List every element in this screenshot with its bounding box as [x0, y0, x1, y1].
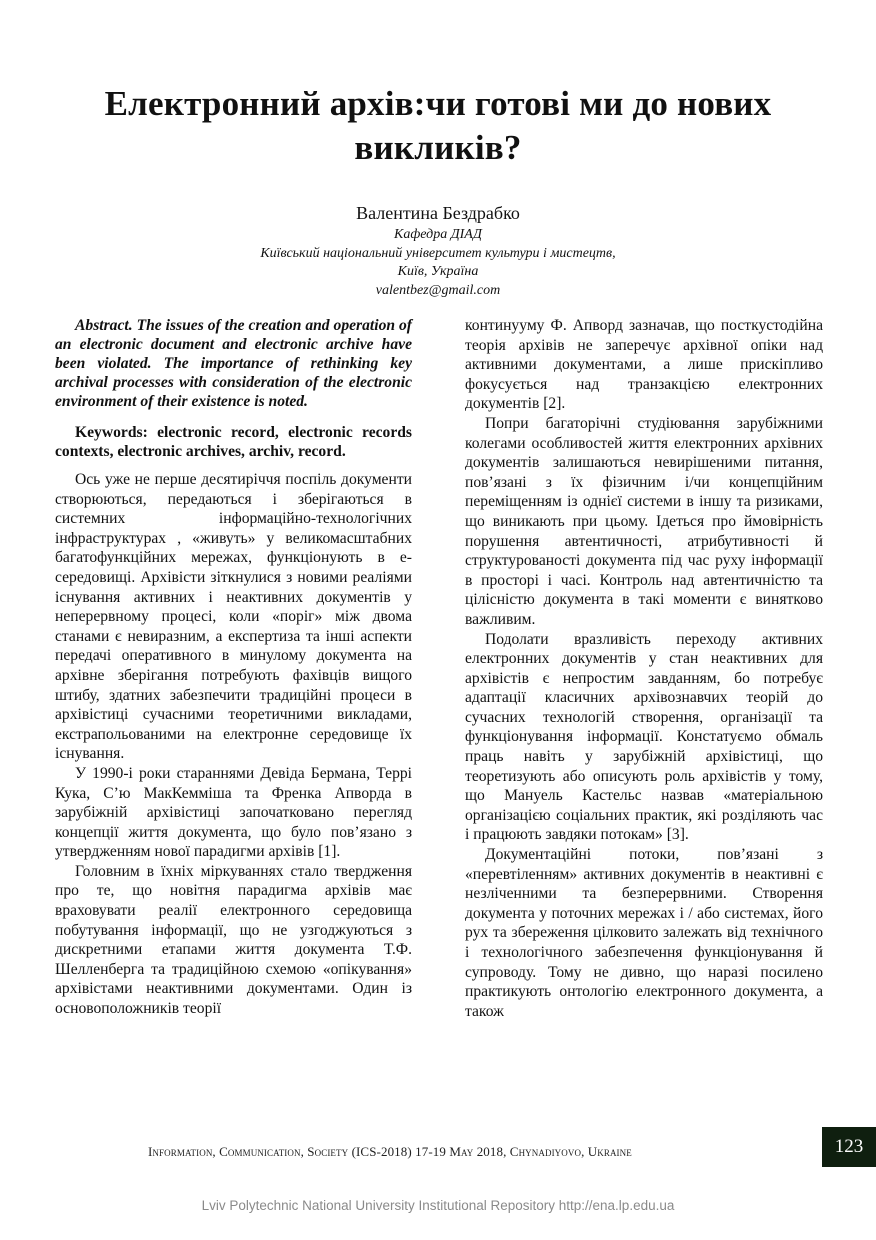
body-paragraph: Подолати вразливість переходу активних електронних документів у стан неактивних для архівістів є непростим завданням, бо потребує адаптації класичних архівознавчих теорій до сучасних технологій створення, організації та функціонування інформації. Констатуємо обмаль праць навіть у зарубіжній архівістиці, що теоретизують або описують роль архівістів у тому, що Мануель Кастельс назвав «матеріальною організацією соціальних практик, які розділяють час і працюють завдяки потокам» [3]. — [465, 630, 823, 844]
affiliation-location: Київ, Україна — [397, 264, 479, 279]
right-column — [465, 316, 823, 1021]
body-paragraph: Попри багаторічні студіювання зарубіжними колегами особливостей життя електронних архівних документів залишаються невирішеними питання, пов’язані з їх фізичним і/чи концепційним переміщенням із однієї системи в іншу та ризиками, що виникають при цьому. Ідеться про ймовірність порушення автентичності, атрибутивності й структурованості документа під час руху інформації в просторі і часі. Контроль над автентичністю та цілісністю документа в такі моменти є винятково важливим. — [465, 414, 823, 628]
body-paragraph: У 1990-і роки стараннями Девіда Бермана, Террі Кука, С’ю МакКемміша та Френка Апворда в зарубіжній архівістиці започатковано перегляд концепції життя документа, що було пов’язано з утвердженням нової парадигми архівів [1]. — [55, 764, 412, 861]
abstract: Abstract. The issues of the creation and operation of an electronic document and electronic archive have been violated. The importance of rethinking key archival processes with consideration of the electronic environment of their existence is noted. — [55, 317, 412, 410]
page-number: 123 — [822, 1127, 876, 1167]
left-column — [55, 316, 412, 1019]
author-affiliation — [0, 226, 876, 300]
conference-footer: Information, Communication, Society (ICS-2018) 17-19 May 2018, Chynadiyovo, Ukraine — [148, 1144, 632, 1159]
keywords: Keywords: electronic record, electronic records contexts, electronic archives, archiv, record. — [55, 424, 412, 460]
affiliation-university: Київський національний університет культури і мистецтв, — [260, 245, 616, 261]
body-paragraph: Документаційні потоки, пов’язані з «перевтіленням» активних документів в неактивні є незліченними та безперервними. Створення документа у поточних мережах і / або системах, його рух та збереження цілковито залежать від технічного і технологічного забезпечення функціонування й супроводу. Тому не дивно, що наразі посилено практикують онтологію електронного документа, а також — [465, 846, 823, 1020]
author-name: Валентина Бездрабко — [356, 203, 520, 223]
affiliation-department: Кафедра ДІАД — [394, 227, 482, 242]
repository-watermark: Lviv Polytechnic National University Institutional Repository http://ena.lp.edu.ua — [201, 1198, 675, 1213]
affiliation-email: valentbez@gmail.com — [375, 282, 501, 298]
body-paragraph: Головним в їхніх міркуваннях стало твердження про те, що новітня парадигма архівів має враховувати реалії електронного середовища побутування інформації, що не узгоджуються з дискретними етапами життя документа Т.Ф. Шелленберга та традиційною схемою «опікування» архівістами неактивними документами. Один із основоположників теорії — [55, 862, 412, 1018]
paper-title: Електронний архів:чи готові ми до нових викликів? — [104, 84, 772, 167]
body-paragraph: Ось уже не перше десятиріччя поспіль документи створюються, передаються і зберігаються в системних інформаційно-технологічних інфраструктурах , «живуть» у великомасштабних багатофункційних мережах, функціонують в е-середовищі. Архівісти зіткнулися з новими реаліями існування активних і неактивних документів у неперервному процесі, коли «поріг» між двома станами є невиразним, а експертиза та інші аспекти передачі оперативного в минулому документа на архівне зберігання потребують фахівців вищого штибу, здатних забезпечити традиційні процеси в архівістиці сучасними теоретичними викладами, екстрапольованими на електронне середовище їх існування. — [55, 471, 412, 763]
body-paragraph: континууму Ф. Апворд зазначав, що посткустодійна теорія архівів не заперечує архівної опіки над активними документами, а лише прискіпливо фокусується над транзакцією електронних документів [2]. — [465, 317, 823, 413]
